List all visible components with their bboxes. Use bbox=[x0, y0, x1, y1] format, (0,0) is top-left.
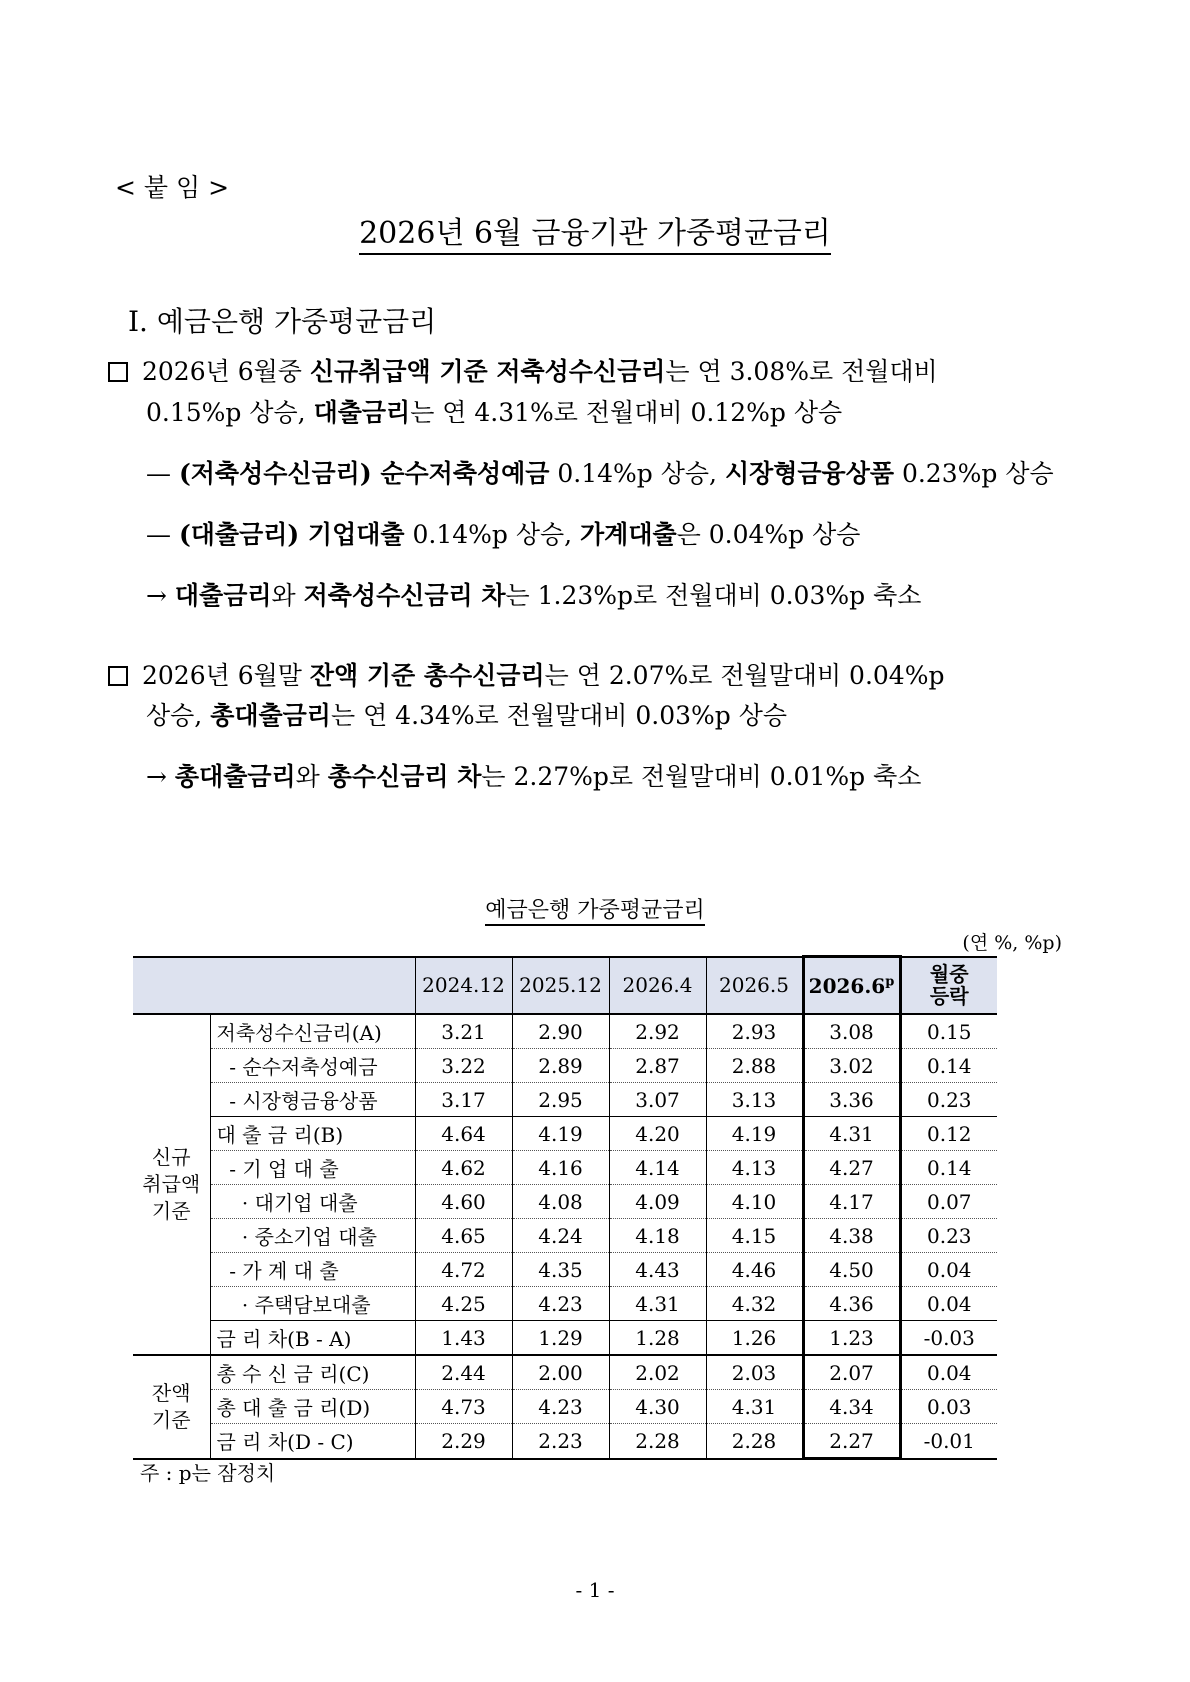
cell-value: 4.14 bbox=[609, 1151, 706, 1185]
table-title-text: 예금은행 가중평균금리 bbox=[485, 898, 705, 926]
header-current bbox=[803, 957, 900, 1015]
row-label: · 주택담보대출 bbox=[210, 1287, 415, 1321]
table-header-row bbox=[133, 957, 997, 1015]
cell-value: 0.12 bbox=[900, 1117, 997, 1151]
cell-value: 4.13 bbox=[706, 1151, 803, 1185]
segments bbox=[146, 398, 842, 427]
cell-value: 3.17 bbox=[415, 1083, 512, 1117]
table-row bbox=[133, 1151, 997, 1185]
cell-value: 1.28 bbox=[609, 1321, 706, 1356]
cell-value: 3.36 bbox=[803, 1083, 900, 1117]
cell-value: 2.95 bbox=[512, 1083, 609, 1117]
interest-rate-table bbox=[133, 955, 997, 1460]
attachment-label: < 붙 임 > bbox=[115, 173, 230, 202]
cell-value: 4.16 bbox=[512, 1151, 609, 1185]
cell-value: 2.89 bbox=[512, 1049, 609, 1083]
cell-value: 4.60 bbox=[415, 1185, 512, 1219]
text-segment: 는 연 2.07%로 전월말대비 0.04%p bbox=[544, 661, 945, 690]
text-segment: 0.14%p 상승, bbox=[404, 520, 581, 549]
cell-value: 1.29 bbox=[512, 1321, 609, 1356]
cell-value: 2.27 bbox=[803, 1424, 900, 1459]
text-segment: — bbox=[146, 459, 179, 488]
text-segment: 2026년 6월중 bbox=[142, 357, 310, 386]
cell-value: 0.07 bbox=[900, 1185, 997, 1219]
header-col: 2025.12 bbox=[512, 957, 609, 1015]
cell-value: 4.36 bbox=[803, 1287, 900, 1321]
paragraph-1-dash-1 bbox=[146, 454, 1054, 494]
row-label: 금 리 차(B - A) bbox=[210, 1321, 415, 1356]
cell-value: 2.90 bbox=[512, 1014, 609, 1049]
cell-value: 2.29 bbox=[415, 1424, 512, 1459]
cell-value: 4.31 bbox=[803, 1117, 900, 1151]
group-balance: 잔액 기준 bbox=[133, 1355, 210, 1459]
document-title bbox=[0, 208, 1190, 252]
header-blank bbox=[133, 957, 415, 1015]
cell-value: 4.19 bbox=[706, 1117, 803, 1151]
cell-value: -0.03 bbox=[900, 1321, 997, 1356]
text-segment: 시장형금융상품 bbox=[724, 459, 894, 488]
cell-value: 4.15 bbox=[706, 1219, 803, 1253]
text-segment: 0.23%p 상승 bbox=[894, 459, 1054, 488]
cell-value: 3.07 bbox=[609, 1083, 706, 1117]
cell-value: 4.31 bbox=[609, 1287, 706, 1321]
cell-value: 2.03 bbox=[706, 1355, 803, 1390]
text-segment: 는 2.27%p로 전월말대비 0.01%p 축소 bbox=[481, 762, 922, 791]
cell-value: 4.23 bbox=[512, 1287, 609, 1321]
cell-value: 0.14 bbox=[900, 1151, 997, 1185]
cell-value: 2.23 bbox=[512, 1424, 609, 1459]
table-row bbox=[133, 1117, 997, 1151]
segments bbox=[146, 762, 921, 791]
paragraph-1-line-1 bbox=[108, 352, 938, 392]
paragraph-2-arrow bbox=[146, 757, 921, 797]
text-segment: (저축성수신금리) 순수저축성예금 bbox=[178, 459, 550, 488]
cell-value: 1.23 bbox=[803, 1321, 900, 1356]
checkbox-bullet-icon bbox=[108, 362, 128, 382]
cell-value: 2.88 bbox=[706, 1049, 803, 1083]
cell-value: 4.30 bbox=[609, 1390, 706, 1424]
row-label: 총 수 신 금 리(C) bbox=[210, 1355, 415, 1390]
table-row bbox=[133, 1083, 997, 1117]
table-row bbox=[133, 1219, 997, 1253]
cell-value: 4.19 bbox=[512, 1117, 609, 1151]
table-row bbox=[133, 1287, 997, 1321]
table-unit: (연 %, %p) bbox=[962, 932, 1062, 954]
cell-value: 4.72 bbox=[415, 1253, 512, 1287]
cell-value: 2.93 bbox=[706, 1014, 803, 1049]
text-segment: 총수신금리 차 bbox=[327, 762, 482, 791]
cell-value: 4.62 bbox=[415, 1151, 512, 1185]
cell-value: 0.04 bbox=[900, 1253, 997, 1287]
row-label: 금 리 차(D - C) bbox=[210, 1424, 415, 1459]
cell-value: 4.32 bbox=[706, 1287, 803, 1321]
cell-value: 4.23 bbox=[512, 1390, 609, 1424]
segments bbox=[146, 459, 1054, 488]
text-segment: 은 0.04%p 상승 bbox=[676, 520, 861, 549]
cell-value: 1.43 bbox=[415, 1321, 512, 1356]
cell-value: 4.27 bbox=[803, 1151, 900, 1185]
cell-value: 4.09 bbox=[609, 1185, 706, 1219]
paragraph-2-line-1 bbox=[108, 656, 944, 696]
text-segment: 0.14%p 상승, bbox=[549, 459, 725, 488]
table-row bbox=[133, 1355, 997, 1390]
cell-value: 0.04 bbox=[900, 1355, 997, 1390]
text-segment: 상승, bbox=[146, 701, 211, 730]
cell-value: 4.34 bbox=[803, 1390, 900, 1424]
row-label: 총 대 출 금 리(D) bbox=[210, 1390, 415, 1424]
text-segment: 가계대출 bbox=[580, 520, 677, 549]
text-segment: 와 bbox=[295, 762, 328, 791]
text-segment: 신규취급액 기준 저축성수신금리 bbox=[309, 357, 666, 386]
text-segment: 0.15%p 상승, bbox=[146, 398, 314, 427]
table-body bbox=[133, 1014, 997, 1459]
cell-value: 2.92 bbox=[609, 1014, 706, 1049]
text-segment: 는 1.23%p로 전월대비 0.03%p 축소 bbox=[505, 581, 922, 610]
text-segment: 잔액 기준 총수신금리 bbox=[309, 661, 545, 690]
cell-value: 3.22 bbox=[415, 1049, 512, 1083]
section-heading: Ⅰ. 예금은행 가중평균금리 bbox=[128, 305, 437, 338]
table-row bbox=[133, 1014, 997, 1049]
header-col: 2024.12 bbox=[415, 957, 512, 1015]
segments bbox=[146, 520, 860, 549]
text-segment: 저축성수신금리 차 bbox=[303, 581, 506, 610]
table-note: 주 : p는 잠정치 bbox=[140, 1461, 276, 1485]
text-segment: 와 bbox=[271, 581, 304, 610]
row-label: 저축성수신금리(A) bbox=[210, 1014, 415, 1049]
document-title-text: 2026년 6월 금융기관 가중평균금리 bbox=[359, 216, 831, 255]
row-label: - 가 계 대 출 bbox=[210, 1253, 415, 1287]
text-segment: 는 연 3.08%로 전월대비 bbox=[665, 357, 938, 386]
table-row bbox=[133, 1424, 997, 1459]
cell-value: 0.04 bbox=[900, 1287, 997, 1321]
cell-value: -0.01 bbox=[900, 1424, 997, 1459]
cell-value: 2.28 bbox=[706, 1424, 803, 1459]
cell-value: 2.28 bbox=[609, 1424, 706, 1459]
cell-value: 2.87 bbox=[609, 1049, 706, 1083]
paragraph-1-dash-2 bbox=[146, 515, 860, 555]
cell-value: 4.35 bbox=[512, 1253, 609, 1287]
cell-value: 4.50 bbox=[803, 1253, 900, 1287]
text-segment: 총대출금리 bbox=[174, 762, 296, 791]
cell-value: 4.46 bbox=[706, 1253, 803, 1287]
text-segment: 총대출금리 bbox=[210, 701, 331, 730]
text-segment: — bbox=[146, 520, 179, 549]
cell-value: 3.21 bbox=[415, 1014, 512, 1049]
table-row bbox=[133, 1321, 997, 1356]
table-title bbox=[0, 893, 1190, 924]
paragraph-2-line-2 bbox=[146, 696, 787, 736]
segments bbox=[146, 701, 787, 730]
cell-value: 4.65 bbox=[415, 1219, 512, 1253]
group-new-loans: 신규 취급액 기준 bbox=[133, 1014, 210, 1355]
text-segment: (대출금리) 기업대출 bbox=[178, 520, 405, 549]
cell-value: 4.73 bbox=[415, 1390, 512, 1424]
cell-value: 4.10 bbox=[706, 1185, 803, 1219]
text-segment: → bbox=[146, 762, 175, 791]
cell-value: 4.43 bbox=[609, 1253, 706, 1287]
row-label: - 순수저축성예금 bbox=[210, 1049, 415, 1083]
paragraph-1-arrow bbox=[146, 576, 921, 616]
row-label: - 시장형금융상품 bbox=[210, 1083, 415, 1117]
cell-value: 3.02 bbox=[803, 1049, 900, 1083]
cell-value: 2.02 bbox=[609, 1355, 706, 1390]
cell-value: 3.08 bbox=[803, 1014, 900, 1049]
row-label: 대 출 금 리(B) bbox=[210, 1117, 415, 1151]
header-current-text: 2026.6 bbox=[808, 973, 886, 998]
text-segment: 대출금리 bbox=[174, 581, 272, 610]
text-segment: 2026년 6월말 bbox=[142, 661, 310, 690]
segments bbox=[142, 661, 944, 690]
segments bbox=[142, 357, 938, 386]
cell-value: 4.18 bbox=[609, 1219, 706, 1253]
cell-value: 2.07 bbox=[803, 1355, 900, 1390]
text-segment: 는 연 4.31%로 전월대비 0.12%p 상승 bbox=[410, 398, 843, 427]
table-row bbox=[133, 1253, 997, 1287]
cell-value: 4.38 bbox=[803, 1219, 900, 1253]
cell-value: 0.03 bbox=[900, 1390, 997, 1424]
cell-value: 4.31 bbox=[706, 1390, 803, 1424]
checkbox-bullet-icon bbox=[108, 666, 128, 686]
row-label: · 대기업 대출 bbox=[210, 1185, 415, 1219]
text-segment: → bbox=[146, 581, 175, 610]
table-row bbox=[133, 1049, 997, 1083]
text-segment: 대출금리 bbox=[313, 398, 411, 427]
cell-value: 2.00 bbox=[512, 1355, 609, 1390]
cell-value: 4.64 bbox=[415, 1117, 512, 1151]
header-current-sup: p bbox=[885, 973, 895, 989]
cell-value: 4.25 bbox=[415, 1287, 512, 1321]
cell-value: 0.14 bbox=[900, 1049, 997, 1083]
cell-value: 4.08 bbox=[512, 1185, 609, 1219]
cell-value: 3.13 bbox=[706, 1083, 803, 1117]
row-label: · 중소기업 대출 bbox=[210, 1219, 415, 1253]
cell-value: 2.44 bbox=[415, 1355, 512, 1390]
paragraph-1-line-2 bbox=[146, 393, 842, 433]
header-col: 2026.5 bbox=[706, 957, 803, 1015]
table-row bbox=[133, 1390, 997, 1424]
segments bbox=[146, 581, 921, 610]
cell-value: 0.15 bbox=[900, 1014, 997, 1049]
cell-value: 4.17 bbox=[803, 1185, 900, 1219]
page-number: - 1 - bbox=[575, 1578, 615, 1602]
cell-value: 0.23 bbox=[900, 1083, 997, 1117]
row-label: - 기 업 대 출 bbox=[210, 1151, 415, 1185]
header-col: 2026.4 bbox=[609, 957, 706, 1015]
table-row bbox=[133, 1185, 997, 1219]
cell-value: 1.26 bbox=[706, 1321, 803, 1356]
text-segment: 는 연 4.34%로 전월말대비 0.03%p 상승 bbox=[330, 701, 788, 730]
cell-value: 0.23 bbox=[900, 1219, 997, 1253]
cell-value: 4.24 bbox=[512, 1219, 609, 1253]
cell-value: 4.20 bbox=[609, 1117, 706, 1151]
header-change: 월중 등락 bbox=[900, 957, 997, 1015]
